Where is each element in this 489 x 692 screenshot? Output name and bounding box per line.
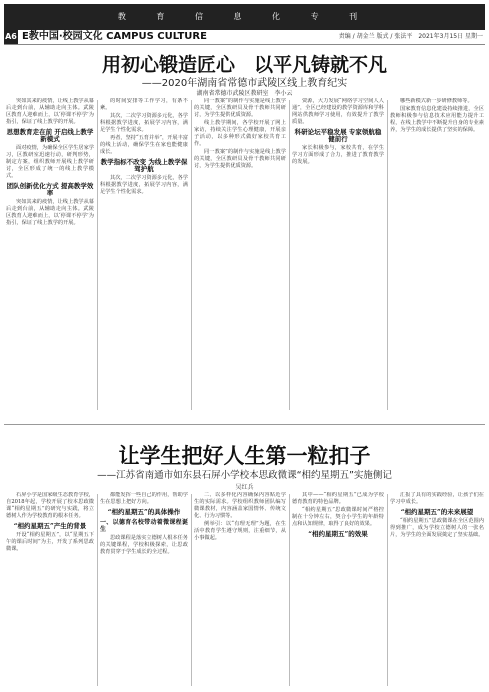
subheading: “相约星期五”的未来展望 [400,508,474,516]
article2-column-4 [292,492,384,688]
paragraph: 其次，二次学习资源多元化，各学科根据教学进度，拓展学习内容，满足学生个性化需求。 [100,113,188,133]
section-title: E教中国·校园文化 CAMPUS CULTURE [22,31,207,42]
paragraph: 家长积极参与，家校共育，在学生学习方面形成了合力，推进了教育教学的发展。 [292,145,384,165]
article2-column-1 [6,492,94,688]
column-divider [191,494,192,686]
article2-title: 让学生把好人生第一粒扣子 [118,444,371,468]
column-divider [387,100,388,410]
paragraph: “相约星期五”思政微课时间严格控制在十分钟左右，契合小学生的年龄特点和认知规律，取得了良好的效果。 [292,507,384,527]
paragraph: 线上教学期间，各学校开展了网上家访，持续关注学生心理健康，开展亲子活动，以多种形式做好家校共育工作。 [194,120,286,147]
subheading: 一、以德育名校带动着微课程诞生 [100,519,188,533]
paragraph: 同一教案”的制作与实施是线上教学的关键，全区教研员及骨干教师共同研讨，为学生提供优质资源。 [194,149,286,169]
column-divider [191,100,192,410]
subheading: 思想教育走在前 开启线上教学新模式 [6,128,94,143]
paragraph: 其次，二次学习资源多元化，各学科根据教学进度，拓展学习内容，满足学生个性化需求。 [100,175,188,195]
section-meta: 责编 / 胡金兰 版式 / 张法平 2021年3月15日 星期一 [338,33,483,40]
paragraph: “相约星期五”思政微课在全区范围内得到推广，成为学校立德树人的一张名片，为学生的全面发展奠定了坚实基础。 [390,518,484,538]
paragraph: 面对疫情，为确保全区学生居家学习，区教研室迅速行动，研判形势，制定方案，组织教师开展线上教学研讨，全区形成了统一的线上教学模式。 [6,145,94,179]
paragraph: 石屏小学是国家级生态教育学校，自2018年起，学校开展了校本思政微课“相约星期五”的研究与实践，将立德树人作为学校教育的根本任务。 [6,492,94,519]
article1-column-5 [390,98,484,418]
subheading: “相约星期五”的效果 [308,530,368,538]
column-divider [97,494,98,686]
paragraph: 再者，坚持“五育并举”，开展丰富的线上活动，确保学生在家也能健康成长。 [100,135,188,155]
article1-byline: 湖南省常德市武陵区教研室 李小云 [196,90,293,97]
paragraph: 突如其来的疫情，让线上教学从幕后走到台前，从辅助走向主体。武陵区教育人迎难而上，以‘停课不停学’为指引，保证了线上教学的开展。 [6,98,94,125]
paragraph: 国家教育信息化建设持续推进，全区教师积极参与信息技术应用能力提升工程，在线上教学中不断提升自身的专业素养，为学生的成长提供了坚实的保障。 [390,106,484,133]
paragraph: 汇报了具有的实践经验，让孩子们在学习中成长。 [390,492,484,505]
article1-column-2 [100,98,188,418]
article1-column-3 [194,98,286,418]
subheading: 教学指标不改变 为线上教学保驾护航 [100,158,188,173]
paragraph: 其中——“相约星期五”已成为学校德育教育的特色品牌。 [292,492,384,505]
masthead: 教 育 信 息 化 专 刊 [4,4,485,30]
paragraph: 的时间安排等工作学习，有条不紊。 [100,98,188,111]
article1-title: 用初心锻造匠心 以平凡铸就不凡 [101,54,387,76]
subheading: “相约星期五”的具体操作 [107,508,181,516]
column-divider [289,494,290,686]
paragraph: 突如其来的疫情，让线上教学从幕后走到台前，从辅助走向主体。武陵区教育人迎难而上，以‘停课不停学’为指引，保证了线上教学的开展。 [6,199,94,226]
column-divider [289,100,290,410]
paragraph: 例举引：以“有理无理”为题，在生活中教育学生遵守规则，注重细节，从小事做起。 [194,521,286,541]
paragraph: 资源，大力发展“网络学习空间人人通”，全区已经建设的教学资源库和学科网站供教师学习使用，有效提升了教学质量。 [292,98,384,125]
paragraph: 思政课程是落实立德树人根本任务的关键课程，学校积极探索，让思政教育贯穿于学生成长的全过程。 [100,535,188,555]
page-number: A6 [4,30,18,44]
paragraph: 都能发挥一些自己的作用，帮助学生在思想上把好方向。 [100,492,188,505]
article2-column-2 [100,492,188,688]
article2-column-3 [194,492,286,688]
subheading: 科研论坛平稳发展 专家领航稳健前行 [294,128,382,143]
section-header [4,30,485,45]
paragraph: 开设“相约星期五”，以“星期五下午的课后时间”为主，开发了系列思政微课。 [6,532,94,552]
article1-column-1 [6,98,94,418]
article1-subtitle: ——2020年湖南省常德市武陵区线上教育纪实 [141,78,348,89]
subheading: 团队创新优化方式 提高教学效率 [6,182,94,197]
paragraph: 同一教案”的制作与实施是线上教学的关键，全区教研员及骨干教师共同研讨，为学生提供优质资源。 [194,98,286,118]
paragraph: 二、以多样化内容确保内容贴近学生的实际需求。学校组织教师团队编写微课教材，内容涵盖家国情怀、传统文化、行为习惯等。 [194,492,286,519]
article2-byline: 吴红兵 [235,484,254,491]
column-divider [387,494,388,686]
subheading: “相约星期五”产生的背景 [13,522,87,530]
article2-subtitle: ——江苏省南通市如东县石屏小学校本思政微课“相约星期五”实施侧记 [97,470,392,481]
article1-column-4 [292,98,384,418]
paragraph: 哪些新模式新一步研修教师等。 [400,98,473,104]
column-divider [97,100,98,410]
article-divider [4,424,485,425]
article2-column-5 [390,492,484,688]
